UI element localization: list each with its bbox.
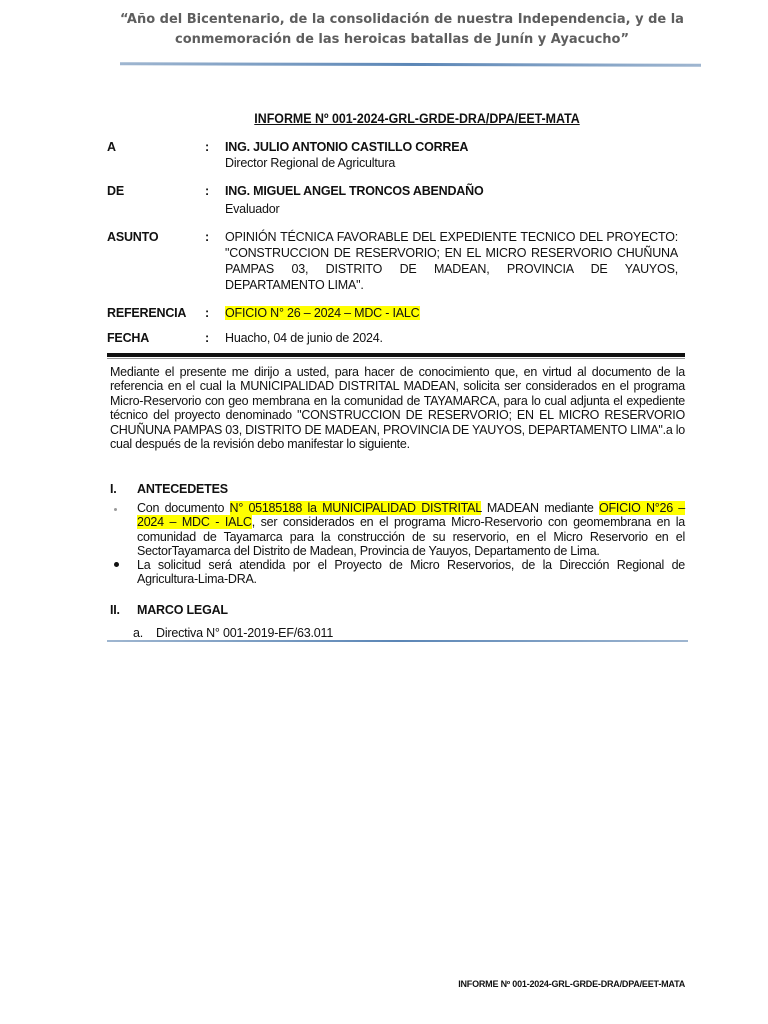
bullet-1-highlight-2: OFICIO N°26 – 2024 – MDC - IALC — [137, 501, 685, 530]
section-1-title: ANTECEDETES — [137, 482, 228, 496]
field-de-role: Evaluador — [225, 202, 280, 216]
field-de-name: ING. MIGUEL ANGEL TRONCOS ABENDAÑO — [225, 184, 484, 198]
field-a-role: Director Regional de Agricultura — [225, 156, 396, 170]
header-block-divider — [107, 353, 685, 357]
footer-document-id: INFORME Nº 001-2024-GRL-GRDE-DRA/DPA/EET-MATA — [458, 979, 685, 989]
field-referencia-text: OFICIO N° 26 – 2024 – MDC - IALC — [225, 306, 420, 320]
bullet-1-part-3: , ser considerados en el programa Micro-Reservorio con geomembrana en la comunidad de Tayamarca para la construcción de su reservorio, en el Micro Reservorio en el SectorTayamarca del Distrito de Madean, Provincia de Yauyos, Departamento de Lima. — [137, 515, 685, 559]
antecedentes-bullet-2: La solicitud será atendida por el Proyecto de Micro Reservorios, de la Dirección Regional de Agricultura-Lima-DRA. — [137, 558, 685, 587]
section-2-title: MARCO LEGAL — [137, 603, 228, 617]
marco-legal-item-text: Directiva N° 001-2019-EF/63.011 — [156, 626, 334, 640]
header-divider — [120, 62, 701, 67]
bullet-marker — [114, 562, 119, 567]
field-asunto-text: OPINIÓN TÉCNICA FAVORABLE DEL EXPEDIENTE TECNICO DEL PROYECTO: "CONSTRUCCION DE RESERVORIO; EN EL MICRO RESERVORIO CHUÑUNA PAMPAS 03, DISTRITO DE MADEAN, PROVINCIA DE YAUYOS, DEPARTAMENTO LIMA". — [225, 230, 678, 292]
motto-line-2: conmemoración de las heroicas batallas de Junín y Ayacucho” — [174, 32, 630, 47]
field-a-label: A — [107, 140, 116, 154]
bullet-1-part-2: MADEAN mediante — [481, 501, 600, 515]
intro-paragraph: Mediante el presente me dirijo a usted, para hacer de conocimiento que, en virtud al documento de la referencia en el cual la MUNICIPALIDAD DISTRITAL MADEAN, solicita ser considerados en el programa Micro-Reservorio con geo membrana en la comunidad de TAYAMARCA, para lo cual adjunta el expediente técnico del proyecto denominado "CONSTRUCCION DE RESERVORIO; EN EL MICRO RESERVORIO CHUÑUNA PAMPAS 03, DISTRITO DE MADEAN, PROVINCIA DE YAUYOS, DEPARTAMENTO LIMA".a lo cual después de la revisión debo manifestar lo siguiente. — [110, 365, 685, 452]
content-bottom-divider — [107, 640, 688, 642]
field-referencia-colon: : — [205, 306, 209, 320]
section-2-number: II. — [110, 603, 120, 617]
field-asunto-colon: : — [205, 230, 209, 244]
header-motto — [110, 10, 694, 50]
bullet-1-part-1: Con documento — [137, 501, 230, 515]
field-de-colon: : — [205, 184, 209, 198]
document-title: INFORME Nº 001-2024-GRL-GRDE-DRA/DPA/EET-MATA — [254, 111, 580, 126]
field-fecha-text: Huacho, 04 de junio de 2024. — [225, 331, 383, 345]
bullet-marker-faint — [114, 508, 117, 511]
field-asunto-label: ASUNTO — [107, 230, 159, 244]
section-1-number: I. — [110, 482, 117, 496]
marco-legal-item-letter: a. — [133, 626, 144, 640]
field-a-colon: : — [205, 140, 209, 154]
antecedentes-bullet-1 — [137, 501, 685, 559]
field-fecha-colon: : — [205, 331, 209, 345]
field-de-label: DE — [107, 184, 124, 198]
header-block-divider-shadow — [107, 358, 685, 359]
motto-line-1: “Año del Bicentenario, de la consolidación de nuestra Independencia, y de la — [120, 12, 684, 27]
field-a-name: ING. JULIO ANTONIO CASTILLO CORREA — [225, 140, 469, 154]
field-fecha-label: FECHA — [107, 331, 150, 345]
field-referencia-label: REFERENCIA — [107, 306, 187, 320]
bullet-1-highlight-1: N° 05185188 la MUNICIPALIDAD DISTRITAL — [229, 501, 482, 515]
